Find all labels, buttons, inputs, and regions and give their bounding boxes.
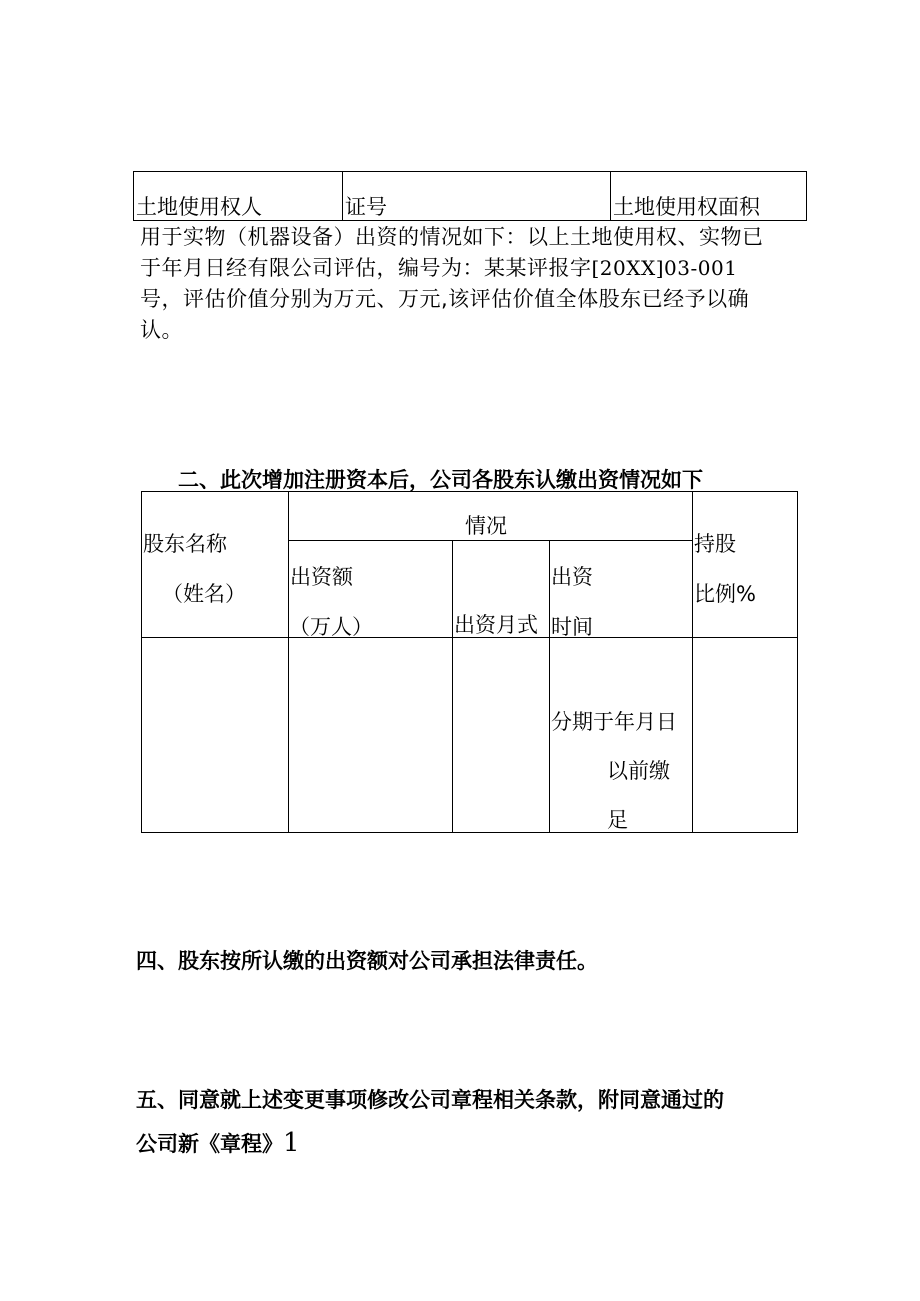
land-owner-header: 土地使用权人 bbox=[134, 172, 343, 221]
header-text: （姓名） bbox=[162, 582, 246, 606]
contribution-time-header bbox=[550, 541, 693, 638]
cell-text: 以前缴 bbox=[607, 759, 670, 783]
header-text: （万人） bbox=[289, 615, 373, 639]
land-area-header: 土地使用权面积 bbox=[611, 172, 807, 221]
contribution-amount-header bbox=[289, 541, 453, 638]
section-5-line-1: 五、同意就上述变更事项修改公司章程相关条款，附同意通过的 bbox=[136, 1088, 724, 1112]
table-row bbox=[134, 172, 807, 221]
share-ratio-header bbox=[693, 492, 798, 638]
table-row bbox=[142, 638, 798, 833]
header-text: 时间 bbox=[551, 615, 593, 639]
cell-text: 分期于年月日 bbox=[551, 710, 677, 734]
header-text: 股东名称 bbox=[143, 532, 227, 556]
land-use-table bbox=[133, 171, 807, 221]
shareholder-name-cell bbox=[142, 638, 289, 833]
situation-header bbox=[289, 492, 693, 541]
contribution-time-cell bbox=[550, 638, 693, 833]
section-2-title: 二、此次增加注册资本后，公司各股东认缴出资情况如下 bbox=[178, 468, 703, 492]
paragraph-line bbox=[140, 253, 820, 284]
contribution-method-header bbox=[453, 541, 550, 638]
certificate-number-header: 证号 bbox=[343, 172, 611, 221]
section-5-text: 公司新《章程》 bbox=[136, 1132, 283, 1156]
shareholder-table bbox=[141, 491, 798, 833]
cell-text: 足 bbox=[607, 808, 628, 832]
paragraph-line: 号，评估价值分别为万元、万元,该评估价值全体股东已经予以确 bbox=[140, 287, 750, 311]
share-ratio-cell bbox=[693, 638, 798, 833]
page-mark: 1 bbox=[283, 1128, 300, 1158]
shareholder-name-header bbox=[142, 492, 289, 638]
contribution-method-cell bbox=[453, 638, 550, 833]
header-text: 出资额 bbox=[290, 565, 353, 589]
header-text: 出资 bbox=[551, 565, 593, 589]
header-text: 持股 bbox=[694, 532, 736, 556]
section-4-text: 四、股东按所认缴的出资额对公司承担法律责任。 bbox=[136, 949, 598, 973]
report-number: [20XX]03-001 bbox=[591, 256, 738, 280]
paragraph-line: 用于实物（机器设备）出资的情况如下：以上土地使用权、实物已 bbox=[140, 225, 764, 249]
paragraph-line-text: 于年月日经有限公司评估，编号为：某某评报字 bbox=[140, 256, 592, 280]
header-text: 比例% bbox=[694, 582, 756, 606]
contribution-amount-cell bbox=[289, 638, 453, 833]
section-5-line-2 bbox=[136, 1128, 300, 1158]
paragraph-line: 认。 bbox=[140, 318, 183, 342]
table-row bbox=[142, 492, 798, 541]
header-text: 情况 bbox=[465, 514, 507, 538]
asset-contribution-paragraph bbox=[140, 222, 820, 346]
header-text: 出资月式 bbox=[454, 613, 538, 637]
